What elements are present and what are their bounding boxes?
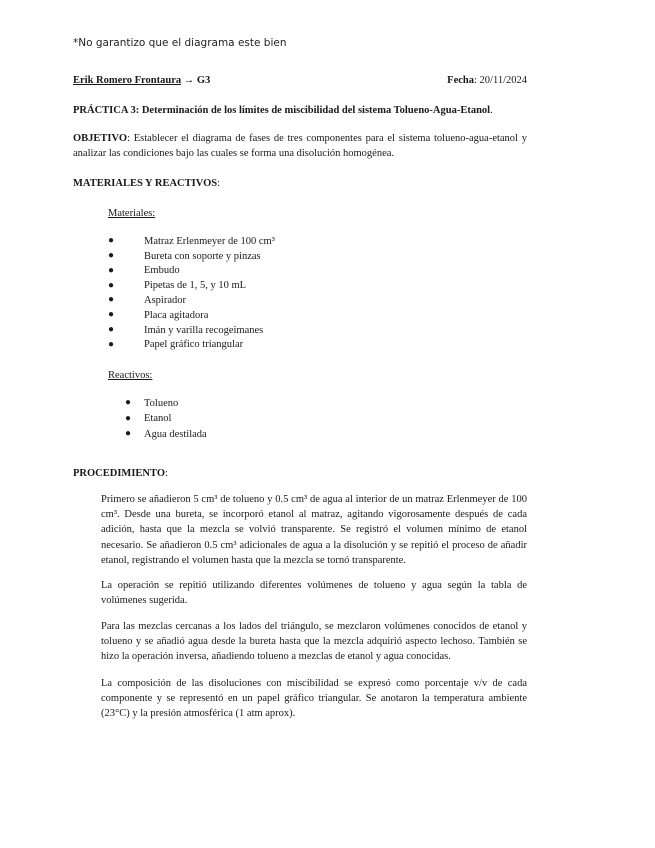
procedure-section-title xyxy=(73,466,527,481)
header-line xyxy=(73,73,527,88)
list-item: ● Placa agitadora xyxy=(108,309,209,321)
bullet-icon: ● xyxy=(125,397,132,409)
list-item: ● Pipetas de 1, 5, y 10 mL xyxy=(108,279,247,292)
bullet-icon: ● xyxy=(108,264,115,276)
practice-end: . xyxy=(490,105,493,116)
bullet-icon: ● xyxy=(125,427,132,439)
materials-list xyxy=(108,234,275,352)
list-item: ● Imán y varilla recogeimanes xyxy=(108,323,264,336)
author xyxy=(73,73,210,88)
bullet-icon: ● xyxy=(108,235,115,247)
objective-text: : Establecer el diagrama de fases de tres componentes para el sistema tolueno-agua-etanol y analizar las condiciones bajo las cuales se forma una disolución homogénea. xyxy=(73,133,527,160)
reagents-subtitle: Reactivos: xyxy=(108,370,153,381)
author-name: Erik Romero Frontaura xyxy=(73,75,182,86)
bullet-icon: ● xyxy=(108,294,115,306)
date xyxy=(447,73,527,88)
bullet-icon: ● xyxy=(108,338,115,350)
disclaimer-note: *No garantizo que el diagrama este bien xyxy=(73,37,287,49)
objective-paragraph xyxy=(73,131,527,161)
materials-heading: MATERIALES Y REACTIVOS xyxy=(73,178,218,189)
list-item: ● Matraz Erlenmeyer de 100 cm³ xyxy=(108,235,275,247)
list-item: ● Papel gráfico triangular xyxy=(108,338,244,351)
procedure-paragraph-2: La operación se repitió utilizando diferentes volúmenes de tolueno y agua según la tabla de volúmenes sugerida. xyxy=(101,580,527,607)
materials-section-title xyxy=(73,176,527,191)
list-item: ● Bureta con soporte y pinzas xyxy=(108,249,261,262)
procedure-paragraph-4: La composición de las disoluciones con miscibilidad se expresó como porcentaje v/v de cada componente y se representó en un papel gráfico triangular. Se anotaron la temperatura ambiente (23°C) y la presión atmosférica (1 atm aprox). xyxy=(101,678,527,720)
materials-subtitle: Materiales: xyxy=(108,208,156,219)
bullet-icon: ● xyxy=(108,279,115,291)
bullet-icon: ● xyxy=(108,249,115,261)
materials-heading-colon: : xyxy=(217,178,221,189)
procedure-paragraph-1: Primero se añadieron 5 cm³ de tolueno y 0.5 cm³ de agua al interior de un matraz Erlenmeyer de 100 cm³. Desde una bureta, se incorporó etanol al matraz, agitando vigorosamente después de cada adición, hasta que la mezcla se volvió transparente. Se registró el volumen mínimo de etanol necesario. Se añadieron 0.5 cm³ adicionales de agua a la disolución y se repitió el proceso de añadir etanol, registrando el volumen hasta que la mezcla se tornó transparente. xyxy=(101,494,527,566)
objective-label: OBJETIVO xyxy=(73,133,128,144)
practice-name: : Determinación de los límites de miscibilidad del sistema Tolueno-Agua-Etanol xyxy=(135,105,491,116)
reagents-list xyxy=(125,396,207,442)
practice-label: PRÁCTICA 3 xyxy=(73,105,136,116)
list-item: ● Agua destilada xyxy=(125,427,207,440)
bullet-icon: ● xyxy=(125,412,132,424)
list-item: ● Tolueno xyxy=(125,397,179,410)
list-item: ● Embudo xyxy=(108,264,180,277)
list-item: ● Etanol xyxy=(125,412,172,425)
list-item: ● Aspirador xyxy=(108,294,186,306)
procedure-paragraph-3: Para las mezclas cercanas a los lados del triángulo, se mezclaron volúmenes conocidos de etanol y tolueno y se añadió agua desde la bureta hasta que la mezcla adquirió aspecto lechoso. También se hizo la operación inversa, añadiendo tolueno a mezclas de etanol y agua conocidas. xyxy=(101,621,527,663)
procedure-heading: PROCEDIMIENTO xyxy=(73,468,165,479)
date-label: Fecha xyxy=(447,75,474,86)
practice-title xyxy=(73,103,527,118)
procedure-heading-colon: : xyxy=(164,468,168,479)
author-group: → G3 xyxy=(181,75,211,86)
bullet-icon: ● xyxy=(108,309,115,321)
bullet-icon: ● xyxy=(108,323,115,335)
date-value: : 20/11/2024 xyxy=(474,75,527,86)
